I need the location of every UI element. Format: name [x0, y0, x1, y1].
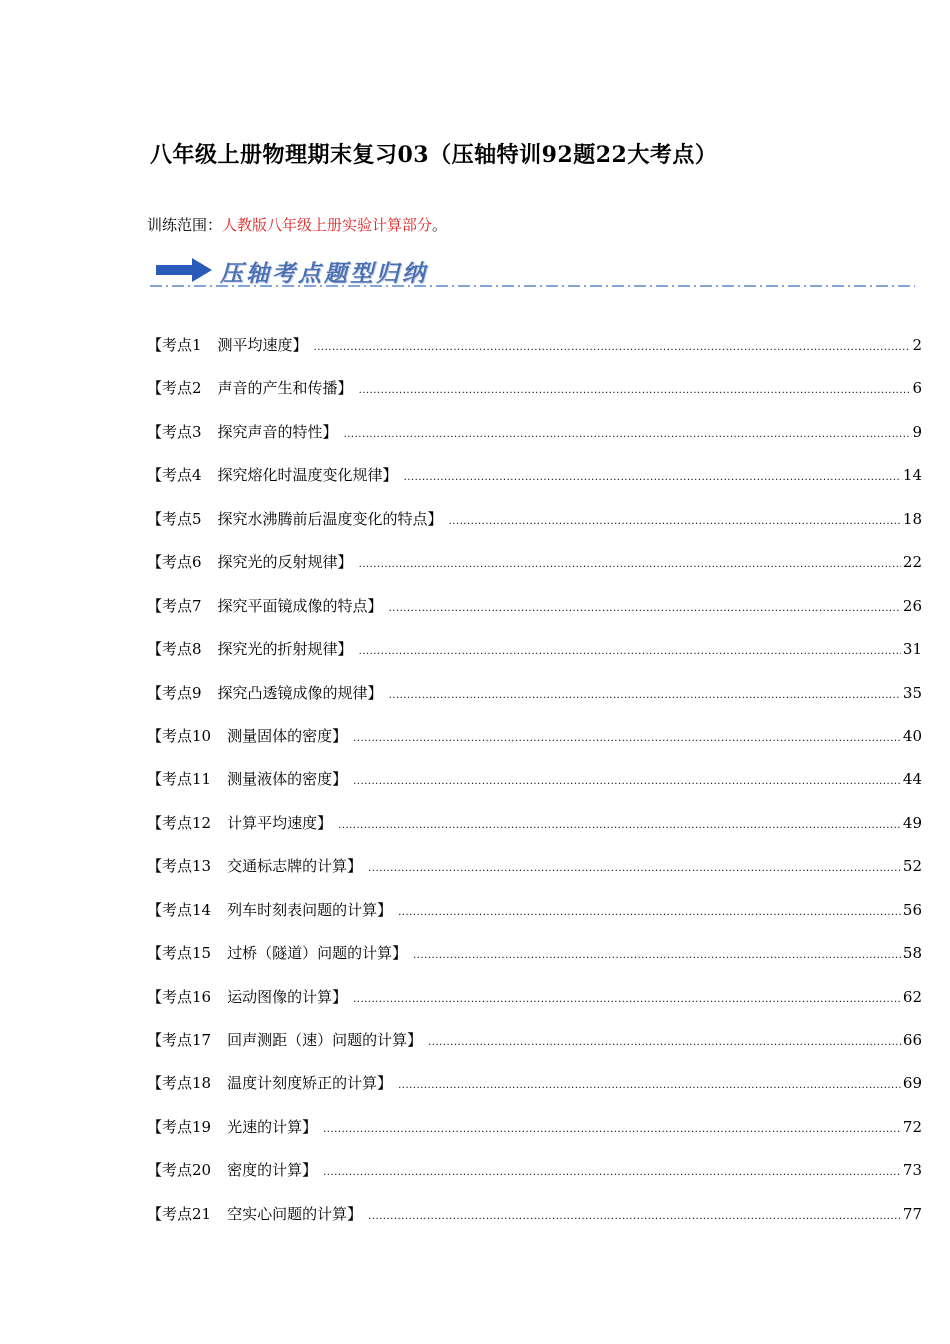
toc-leader-dots	[353, 733, 901, 744]
toc-entry-number: 【考点8	[147, 640, 202, 659]
toc-entry-title: 温度计刻度矫正的计算】	[227, 1074, 393, 1093]
toc-entry-page: 31	[902, 640, 922, 659]
toc-entry[interactable]	[147, 682, 922, 725]
toc-entry-label	[147, 899, 392, 920]
toc-entry-label	[147, 1159, 317, 1180]
toc-entry-title: 探究熔化时温度变化规律】	[217, 466, 398, 485]
arrow-right-icon	[156, 258, 212, 282]
toc-entry[interactable]	[147, 942, 922, 985]
section-banner-title: 压轴考点题型归纳	[220, 260, 428, 287]
toc-entry-number: 【考点15	[147, 944, 212, 963]
toc-leader-dots	[314, 342, 911, 353]
toc-entry-label	[147, 551, 353, 572]
toc-entry-page: 77	[902, 1204, 922, 1223]
toc-entry-number: 【考点10	[147, 726, 212, 745]
toc-leader-dots	[404, 472, 901, 483]
toc-entry-label	[147, 464, 398, 485]
toc-entry[interactable]	[147, 638, 922, 681]
toc-leader-dots	[359, 646, 901, 657]
toc-entry-title: 列车时刻表问题的计算】	[227, 900, 393, 919]
toc-leader-dots	[344, 429, 911, 440]
toc-entry-page: 69	[902, 1074, 922, 1093]
toc-entry-label	[147, 421, 338, 442]
toc-entry-number: 【考点19	[147, 1117, 212, 1136]
toc-entry-label	[147, 725, 347, 746]
toc-entry-title: 探究光的折射规律】	[217, 640, 353, 659]
toc-leader-dots	[398, 907, 901, 918]
toc-entry-page: 73	[902, 1161, 922, 1180]
toc-entry-label	[147, 768, 347, 789]
toc-entry[interactable]	[147, 1116, 922, 1159]
dash-dot-divider	[150, 285, 915, 287]
toc-entry-title: 探究平面镜成像的特点】	[217, 596, 383, 615]
toc-leader-dots	[449, 516, 901, 527]
toc-entry-title: 过桥（隧道）问题的计算】	[227, 944, 408, 963]
toc-entry[interactable]	[147, 508, 922, 551]
toc-entry-title: 测量液体的密度】	[227, 770, 348, 789]
toc-entry-number: 【考点1	[147, 336, 202, 354]
toc-entry[interactable]	[147, 1072, 922, 1115]
toc-leader-dots	[368, 1211, 901, 1222]
table-of-contents	[147, 334, 922, 1246]
toc-entry-title: 探究凸透镜成像的规律】	[217, 683, 383, 702]
toc-leader-dots	[359, 559, 901, 570]
toc-entry-label	[147, 1072, 392, 1093]
toc-leader-dots	[323, 1124, 901, 1135]
toc-leader-dots	[389, 690, 901, 701]
toc-entry-title: 声音的产生和传播】	[217, 379, 353, 398]
toc-entry-number: 【考点5	[147, 509, 202, 528]
toc-entry-label	[147, 855, 362, 876]
toc-entry-title: 交通标志牌的计算】	[227, 857, 363, 876]
toc-entry-label	[147, 334, 308, 355]
toc-leader-dots	[338, 820, 901, 831]
toc-entry[interactable]	[147, 812, 922, 855]
toc-entry-title: 光速的计算】	[227, 1117, 318, 1136]
toc-entry-page: 18	[902, 509, 922, 528]
training-scope-suffix: 。	[432, 216, 448, 234]
toc-entry[interactable]	[147, 334, 922, 377]
toc-entry-number: 【考点14	[147, 900, 212, 919]
toc-entry-label	[147, 986, 347, 1007]
toc-entry-label	[147, 812, 332, 833]
toc-entry-number: 【考点7	[147, 596, 202, 615]
toc-entry-number: 【考点17	[147, 1031, 212, 1049]
toc-leader-dots	[413, 950, 901, 961]
toc-entry-label	[147, 508, 443, 529]
toc-leader-dots	[353, 776, 901, 787]
toc-leader-dots	[359, 385, 911, 396]
toc-entry-page: 40	[902, 726, 922, 745]
toc-entry-number: 【考点4	[147, 466, 202, 485]
toc-entry[interactable]	[147, 1159, 922, 1202]
toc-entry-label	[147, 942, 407, 963]
toc-entry-number: 【考点20	[147, 1161, 212, 1180]
toc-entry-number: 【考点9	[147, 683, 202, 702]
toc-entry-page: 2	[912, 336, 922, 354]
toc-entry-number: 【考点12	[147, 813, 212, 832]
document-title: 八年级上册物理期末复习03（压轴特训92题22大考点）	[150, 142, 718, 168]
training-scope-value: 人教版八年级上册实验计算部分	[222, 216, 433, 234]
toc-entry-page: 6	[912, 379, 922, 398]
toc-entry-title: 计算平均速度】	[227, 813, 333, 832]
toc-entry-page: 52	[902, 857, 922, 876]
toc-entry[interactable]	[147, 595, 922, 638]
toc-entry-title: 运动图像的计算】	[227, 987, 348, 1006]
toc-entry-page: 26	[902, 596, 922, 615]
training-scope-label: 训练范围：	[147, 216, 223, 234]
toc-entry-label	[147, 377, 353, 398]
toc-entry-title: 探究声音的特性】	[217, 422, 338, 441]
toc-entry-number: 【考点13	[147, 857, 212, 876]
toc-entry[interactable]	[147, 377, 922, 420]
toc-entry-label	[147, 682, 383, 703]
toc-entry-page: 72	[902, 1117, 922, 1136]
toc-entry-page: 58	[902, 944, 922, 963]
toc-entry-number: 【考点21	[147, 1204, 212, 1223]
toc-entry-title: 空实心问题的计算】	[227, 1204, 363, 1223]
toc-entry-label	[147, 595, 383, 616]
toc-entry[interactable]	[147, 899, 922, 942]
toc-entry-title: 探究光的反射规律】	[217, 553, 353, 572]
toc-entry-page: 56	[902, 900, 922, 919]
training-scope	[147, 214, 447, 235]
toc-entry-page: 35	[902, 683, 922, 702]
toc-entry[interactable]	[147, 1203, 922, 1246]
toc-entry-page: 62	[902, 987, 922, 1006]
toc-leader-dots	[323, 1167, 901, 1178]
toc-leader-dots	[353, 994, 901, 1005]
toc-leader-dots	[368, 863, 901, 874]
toc-entry-number: 【考点2	[147, 379, 202, 398]
toc-entry-title: 测量固体的密度】	[227, 726, 348, 745]
toc-entry-page: 66	[902, 1031, 922, 1049]
toc-entry[interactable]	[147, 725, 922, 768]
toc-entry[interactable]	[147, 421, 922, 464]
toc-leader-dots	[389, 603, 901, 614]
toc-entry-page: 49	[902, 813, 922, 832]
toc-entry-page: 22	[902, 553, 922, 572]
toc-entry-number: 【考点6	[147, 553, 202, 572]
toc-leader-dots	[428, 1037, 901, 1048]
toc-entry-number: 【考点11	[147, 770, 212, 789]
toc-entry-page: 9	[912, 422, 922, 441]
toc-entry-page: 44	[902, 770, 922, 789]
toc-leader-dots	[398, 1080, 901, 1091]
section-banner	[150, 254, 915, 290]
toc-entry-number: 【考点18	[147, 1074, 212, 1093]
toc-entry[interactable]	[147, 855, 922, 898]
toc-entry[interactable]	[147, 464, 922, 507]
toc-entry-number: 【考点3	[147, 422, 202, 441]
toc-entry-title: 回声测距（速）问题的计算】	[227, 1031, 423, 1049]
toc-entry-title: 探究水沸腾前后温度变化的特点】	[217, 509, 443, 528]
toc-entry-label	[147, 1116, 317, 1137]
toc-entry-number: 【考点16	[147, 987, 212, 1006]
toc-entry[interactable]	[147, 986, 922, 1029]
toc-entry[interactable]	[147, 551, 922, 594]
toc-entry-title: 测平均速度】	[217, 336, 308, 354]
toc-entry-page: 14	[902, 466, 922, 485]
toc-entry-label	[147, 638, 353, 659]
toc-entry-title: 密度的计算】	[227, 1161, 318, 1180]
toc-entry[interactable]	[147, 768, 922, 811]
toc-entry[interactable]	[147, 1029, 922, 1072]
toc-entry-label	[147, 1203, 362, 1224]
toc-entry-label	[147, 1029, 422, 1050]
